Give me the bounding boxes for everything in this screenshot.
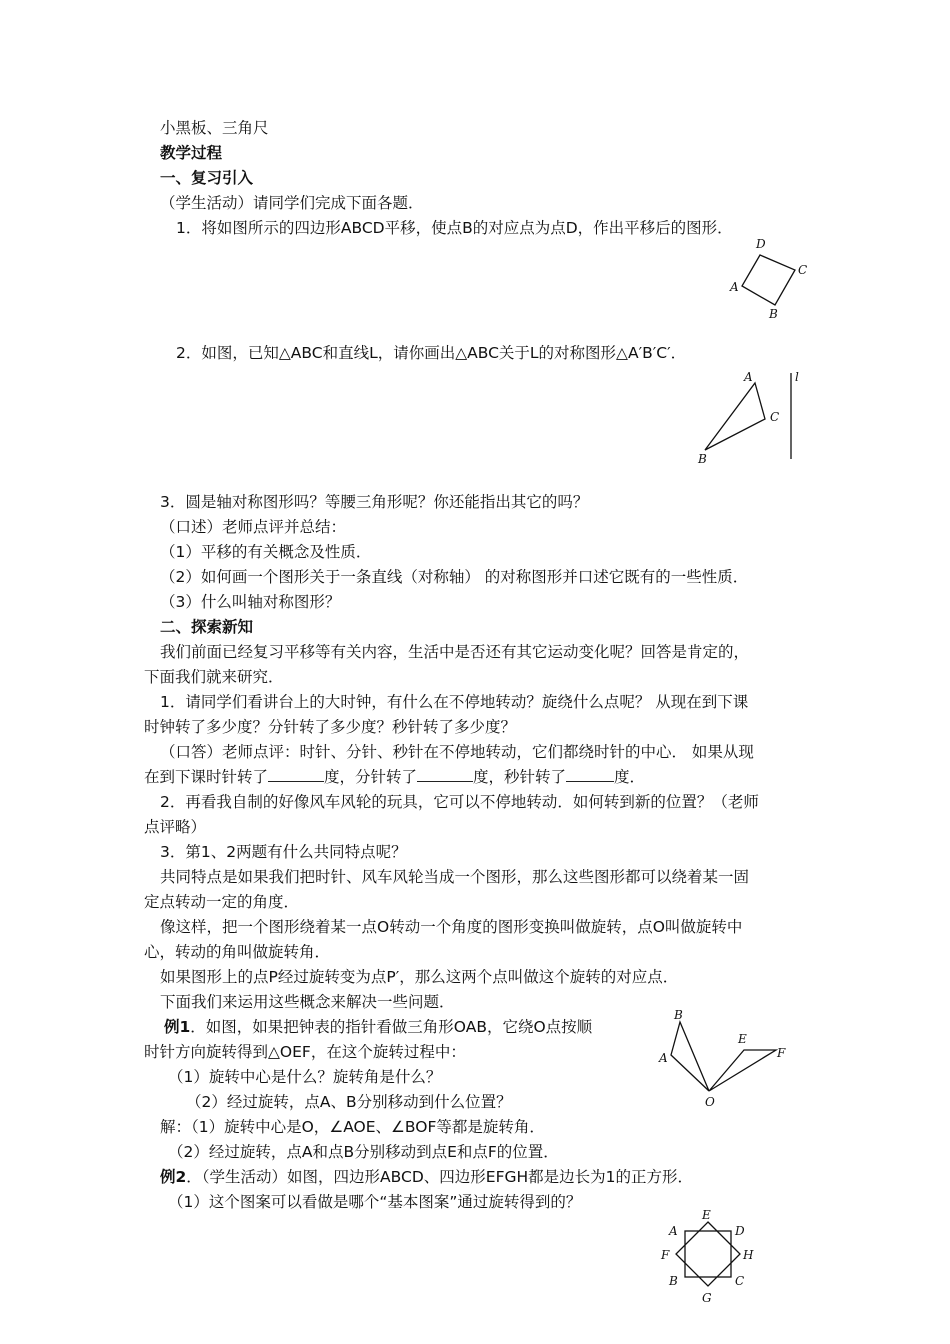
question-3: 3．圆是轴对称图形吗？等腰三角形呢？你还能指出其它的吗？ (160, 493, 589, 511)
para-1a: 我们前面已经复习平移等有关内容，生活中是否还有其它运动变化呢？回答是肯定的， (160, 643, 750, 661)
label-e: E (738, 1032, 747, 1046)
example-1-label: 例1 (164, 1018, 191, 1036)
answer-b-part4: 度． (614, 768, 646, 786)
explore-2b: 点评略） (144, 818, 207, 836)
para-1b: 下面我们就来研究． (144, 668, 284, 686)
label-d: D (735, 1224, 745, 1238)
example-1b: 时针方向旋转得到△OEF，在这个旋转过程中： (144, 1043, 466, 1061)
label-o: O (705, 1095, 715, 1109)
triangle-abc (705, 383, 765, 450)
example-1-q1: （1）旋转中心是什么？旋转角是什么？ (168, 1068, 442, 1086)
figure-quadrilateral (720, 235, 820, 325)
triangle-oef (709, 1050, 776, 1091)
solution-1: 解：（1）旋转中心是O，∠AOE、∠BOF等都是旋转角． (160, 1118, 545, 1136)
label-a: A (744, 370, 753, 384)
answer-b-part3: 度，秒针转了 (473, 768, 567, 786)
label-c: C (735, 1274, 745, 1288)
label-g: G (702, 1291, 712, 1305)
blank-minute[interactable] (417, 767, 473, 782)
figure-rotation (650, 1005, 800, 1115)
question-2: 2．如图，已知△ABC和直线L，请你画出△ABC关于L的对称图形△A′B′C′． (176, 344, 687, 362)
summary-2: （2）如何画一个图形关于一条直线（对称轴） 的对称图形并口述它既有的一些性质． (160, 568, 749, 586)
summary-1: （1）平移的有关概念及性质． (160, 543, 372, 561)
apply-intro: 下面我们来运用这些概念来解决一些问题． (160, 993, 455, 1011)
s1-intro: （学生活动）请同学们完成下面各题． (160, 194, 424, 212)
answer-b-part1: 在到下课时针转了 (144, 768, 269, 786)
label-a: A (669, 1224, 678, 1238)
answer-b (144, 767, 645, 787)
label-f: F (777, 1046, 786, 1060)
heading-process: 教学过程 (160, 144, 223, 162)
blank-second[interactable] (566, 767, 614, 782)
label-b: B (674, 1008, 683, 1022)
definition-a: 像这样，把一个图形绕着某一点O转动一个角度的图形变换叫做旋转，点O叫做旋转中 (160, 918, 743, 936)
label-e: E (702, 1208, 711, 1222)
explore-1a: 1．请同学们看讲台上的大时钟，有什么在不停地转动？旋绕什么点呢？ 从现在到下课 (160, 693, 749, 711)
example-1a (164, 1017, 592, 1037)
materials-line: 小黑板、三角尺 (160, 119, 269, 137)
label-l: l (795, 370, 799, 384)
example-2-q1: （1）这个图案可以看做是哪个“基本图案”通过旋转得到的？ (168, 1193, 582, 1211)
label-a: A (730, 280, 739, 294)
question-1: 1．将如图所示的四边形ABCD平移，使点B的对应点为点D，作出平移后的图形． (176, 219, 733, 237)
label-f: F (661, 1248, 670, 1262)
example-2a (160, 1167, 693, 1187)
common-a: 共同特点是如果我们把时针、风车风轮当成一个图形，那么这些图形都可以绕着某一固 (160, 868, 750, 886)
solution-2: （2）经过旋转，点A和点B分别移动到点E和点F的位置． (168, 1143, 559, 1161)
label-d: D (756, 237, 766, 251)
section2-title: 二、探索新知 (160, 618, 254, 636)
answer-a: （口答）老师点评：时针、分针、秒针在不停地转动，它们都绕时针的中心． 如果从现 (160, 743, 754, 761)
label-c: C (770, 410, 780, 424)
example-1-text: ．如图，如果把钟表的指针看做三角形OAB，它绕O点按顺 (190, 1018, 593, 1036)
label-a: A (659, 1051, 668, 1065)
answer-b-part2: 度，分针转了 (324, 768, 418, 786)
figure-squares (655, 1205, 765, 1315)
oral-summary: （口述）老师点评并总结： (160, 518, 347, 536)
explore-3: 3．第1、2两题有什么共同特点呢？ (160, 843, 407, 861)
label-h: H (743, 1248, 754, 1262)
explore-2a: 2．再看我自制的好像风车风轮的玩具，它可以不停地转动．如何转到新的位置？（老师 (160, 793, 759, 811)
explore-1b: 时钟转了多少度？分针转了多少度？秒针转了多少度？ (144, 718, 517, 736)
example-2-label: 例2 (160, 1168, 187, 1186)
label-c: C (798, 263, 808, 277)
summary-3: （3）什么叫轴对称图形？ (160, 593, 341, 611)
label-b: B (698, 452, 707, 466)
quadrilateral-abcd (742, 255, 795, 305)
triangle-oab (671, 1022, 709, 1091)
section1-title: 一、复习引入 (160, 169, 254, 187)
figure-triangle-line (690, 365, 810, 470)
label-b: B (769, 307, 778, 321)
example-1-q2: （2）经过旋转，点A、B分别移动到什么位置？ (186, 1093, 512, 1111)
example-2-text: ．（学生活动）如图，四边形ABCD、四边形EFGH都是边长为1的正方形． (186, 1168, 694, 1186)
correspondence: 如果图形上的点P经过旋转变为点P′，那么这两个点叫做这个旋转的对应点． (160, 968, 679, 986)
common-b: 定点转动一定的角度． (144, 893, 300, 911)
blank-hour[interactable] (268, 767, 324, 782)
definition-b: 心，转动的角叫做旋转角． (144, 943, 331, 961)
label-b: B (669, 1274, 678, 1288)
